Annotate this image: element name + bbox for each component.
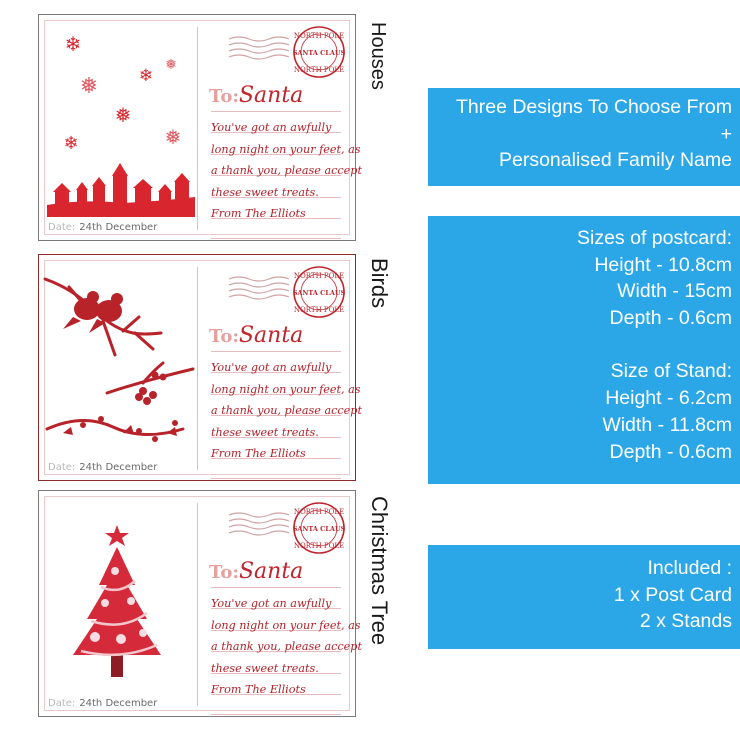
message-line: You've got an awfully: [211, 597, 332, 610]
to-line: [209, 559, 303, 584]
panel-line: Width - 15cm: [617, 280, 732, 303]
svg-text:NORTH POLE: NORTH POLE: [293, 542, 345, 550]
panel-line: Depth - 0.6cm: [609, 307, 732, 330]
snowflake-icon: ❅: [164, 125, 182, 149]
date-value: 24th December: [79, 698, 158, 709]
panel-line: Three Designs To Choose From: [455, 96, 732, 118]
date-line: [48, 698, 157, 709]
to-label: To:: [209, 86, 239, 107]
message-line: a thank you, please accept: [211, 640, 362, 653]
design-label-christmas-tree: Christmas Tree: [367, 496, 392, 646]
north-pole-postmark-stamp: [227, 25, 347, 85]
svg-text:SANTA CLAUS: SANTA CLAUS: [292, 525, 346, 533]
svg-text:SANTA CLAUS: SANTA CLAUS: [292, 289, 346, 297]
design-label-birds: Birds: [367, 258, 392, 309]
snowflake-icon: ❅: [114, 103, 132, 127]
svg-text:SANTA CLAUS: SANTA CLAUS: [292, 49, 346, 57]
signoff: From The Elliots: [211, 447, 306, 460]
svg-text:NORTH POLE: NORTH POLE: [293, 306, 345, 314]
card-message: [211, 117, 362, 225]
snowflake-icon: ❅: [165, 57, 177, 73]
to-name: Santa: [238, 323, 304, 348]
to-name: Santa: [238, 83, 304, 108]
postcard-houses: [38, 14, 362, 241]
to-line: [209, 323, 303, 348]
to-label: To:: [209, 326, 239, 347]
to-label: To:: [209, 562, 239, 583]
panel-line: Personalised Family Name: [498, 149, 732, 172]
date-label: Date:: [48, 698, 76, 709]
date-line: [48, 462, 157, 473]
card-message: [211, 357, 362, 465]
message-line: You've got an awfully: [211, 361, 332, 374]
snowflake-icon: ❅: [79, 74, 99, 99]
panel-line: Height - 6.2cm: [605, 387, 732, 410]
panel-line: Depth - 0.6cm: [609, 440, 732, 463]
signoff: From The Elliots: [211, 683, 306, 696]
panel-line: 2 x Stands: [639, 610, 732, 633]
panel-line: Size of Stand:: [610, 360, 732, 383]
panel-line: [428, 332, 732, 359]
to-name: Santa: [238, 559, 304, 584]
date-value: 24th December: [79, 462, 158, 473]
houses-illustration: [43, 19, 197, 227]
panel-line: Width - 11.8cm: [602, 413, 732, 436]
panel-line: +: [720, 122, 732, 145]
message-line: long night on your feet, as: [211, 382, 361, 396]
message-line: a thank you, please accept: [211, 404, 362, 417]
north-pole-postmark-stamp: [227, 501, 347, 561]
panel-line: Height - 10.8cm: [594, 253, 732, 276]
message-line: long night on your feet, as: [211, 142, 361, 156]
snowflake-icon: ❄: [63, 133, 79, 154]
card-divider: [197, 267, 198, 470]
svg-text:NORTH POLE: NORTH POLE: [293, 32, 345, 40]
message-line: a thank you, please accept: [211, 164, 362, 177]
signoff: From The Elliots: [211, 207, 306, 220]
snowflake-icon: ❄: [64, 32, 82, 56]
postcard-christmas-tree: [38, 490, 362, 717]
star-icon: [105, 525, 129, 546]
panel-line: Included :: [647, 557, 732, 579]
card-divider: [197, 27, 198, 230]
date-line: [48, 222, 157, 233]
to-line: [209, 83, 303, 108]
card-message: [211, 593, 362, 701]
date-value: 24th December: [79, 222, 158, 233]
panel-line: Sizes of postcard:: [577, 227, 732, 249]
svg-text:NORTH POLE: NORTH POLE: [293, 66, 345, 74]
north-pole-postmark-stamp: [227, 265, 347, 325]
included-info-panel: [428, 545, 740, 649]
message-line: these sweet treats.: [211, 661, 319, 675]
message-line: You've got an awfully: [211, 121, 332, 134]
card-divider: [197, 503, 198, 706]
christmas-tree-illustration: [43, 495, 197, 703]
date-label: Date:: [48, 222, 76, 233]
design-label-houses: Houses: [367, 22, 389, 90]
panel-line: 1 x Post Card: [613, 583, 732, 606]
postcard-birds: [38, 254, 362, 481]
svg-text:NORTH POLE: NORTH POLE: [293, 508, 345, 516]
birds-illustration: [43, 259, 197, 467]
sizes-info-panel: [428, 216, 740, 484]
designs-info-panel: [428, 88, 740, 186]
snowflake-icon: ❄: [138, 66, 154, 86]
message-line: these sweet treats.: [211, 425, 319, 439]
svg-text:NORTH POLE: NORTH POLE: [293, 272, 345, 280]
date-label: Date:: [48, 462, 76, 473]
message-line: these sweet treats.: [211, 185, 319, 199]
message-line: long night on your feet, as: [211, 618, 361, 632]
